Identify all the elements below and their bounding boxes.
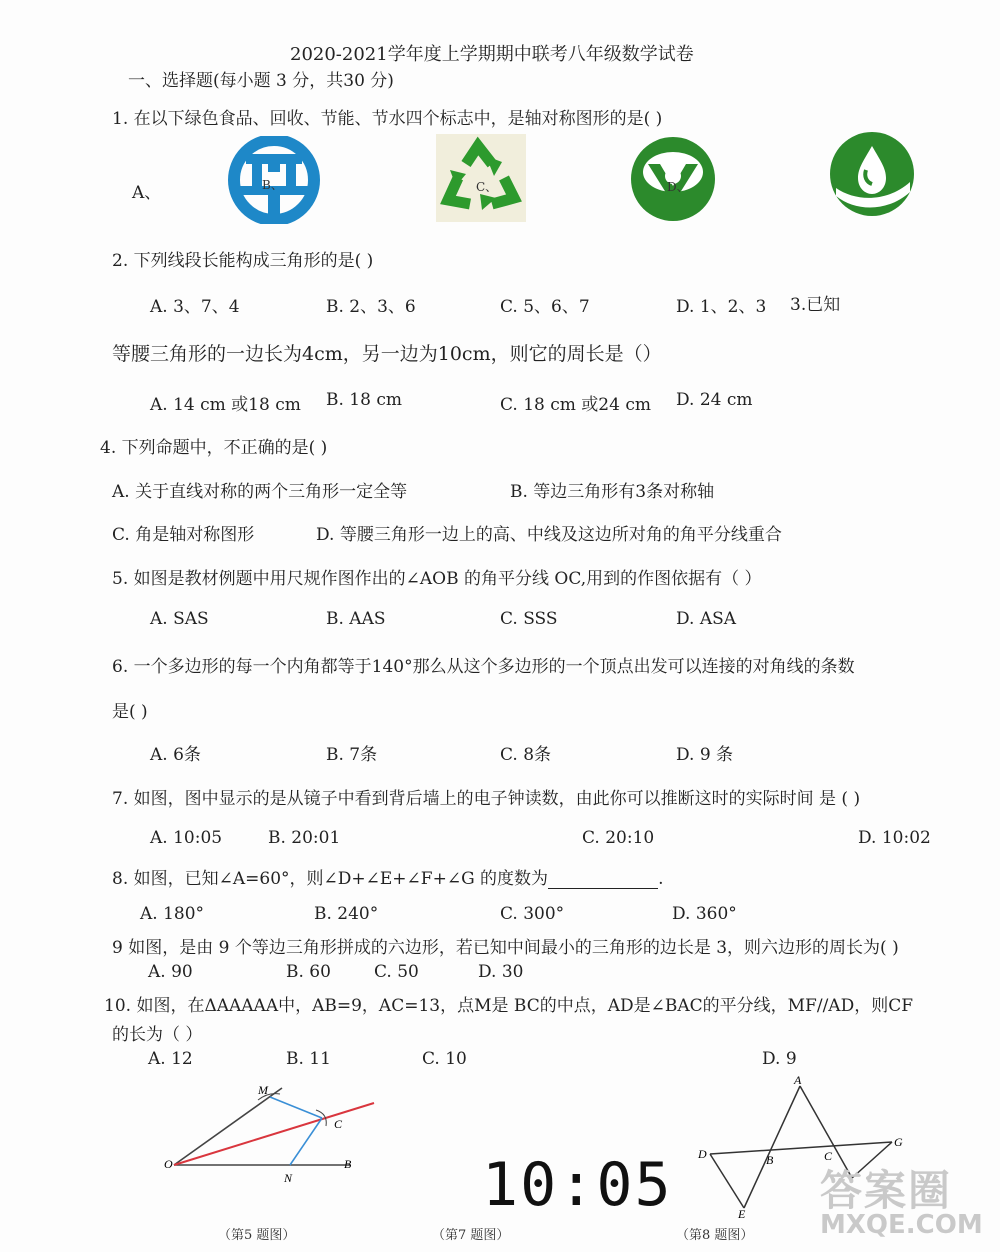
question-8-end: . bbox=[658, 869, 664, 889]
question-8-text: 8. 如图，已知∠A=60°，则∠D+∠E+∠F+∠G 的度数为 bbox=[112, 869, 549, 889]
page-title: 2020-2021学年度上学期期中联考八年级数学试卷 bbox=[290, 44, 694, 65]
figure-8-caption: （第8 题图） bbox=[676, 1228, 754, 1243]
q7-option-c: C. 20:10 bbox=[582, 828, 655, 848]
water-saving-logo-icon bbox=[826, 130, 918, 218]
question-10: 10. 如图，在ΔAAAAA中，AB=9，AC=13，点M是 BC的中点，AD是∠BAC的平分线，MF//AD，则CF bbox=[104, 996, 914, 1016]
watermark-url: MXQE.COM bbox=[820, 1210, 983, 1240]
q3-option-d: D. 24 cm bbox=[676, 390, 753, 410]
question-6: 6. 一个多边形的每一个内角都等于140°那么从这个多边形的一个顶点出发可以连接的对角线的条数 bbox=[112, 657, 855, 677]
q10-option-c: C. 10 bbox=[422, 1049, 467, 1069]
q8-option-c: C. 300° bbox=[500, 904, 565, 924]
fig5-label-o: O bbox=[164, 1157, 173, 1171]
watermark-logo: 答案圈 bbox=[820, 1166, 953, 1215]
q6-option-c: C. 8条 bbox=[500, 745, 552, 765]
figure-5-angle-bisector bbox=[150, 1070, 390, 1190]
q5-option-a: A. SAS bbox=[150, 609, 209, 629]
fig5-label-n: N bbox=[284, 1171, 293, 1185]
q1-option-b: B、 bbox=[262, 178, 283, 192]
fig5-label-c: C bbox=[334, 1117, 343, 1131]
q10-option-d: D. 9 bbox=[762, 1049, 797, 1069]
q7-option-d: D. 10:02 bbox=[858, 828, 931, 848]
q6-option-d: D. 9 条 bbox=[676, 745, 734, 765]
fig8-label-d: D bbox=[698, 1147, 707, 1161]
fig8-label-c: C bbox=[824, 1149, 833, 1163]
fig5-label-m: M bbox=[258, 1083, 268, 1097]
question-7: 7. 如图，图中显示的是从镜子中看到背后墙上的电子钟读数，由此你可以推断这时的实际时间 是 ( ) bbox=[112, 789, 861, 809]
question-3-number: 3.已知 bbox=[790, 295, 841, 315]
question-9: 9 如图，是由 9 个等边三角形拼成的六边形，若已知中间最小的三角形的边长是 3，则六边形的周长为( ) bbox=[112, 938, 899, 958]
q4-option-b: B. 等边三角形有3条对称轴 bbox=[510, 482, 715, 502]
q2-option-d: D. 1、2、3 bbox=[676, 297, 767, 317]
fig8-label-e: E bbox=[738, 1207, 746, 1220]
q8-option-a: A. 180° bbox=[140, 904, 205, 924]
answer-blank bbox=[548, 872, 658, 889]
fig8-label-g: G bbox=[894, 1135, 903, 1149]
question-8 bbox=[112, 864, 663, 889]
question-10-cont: 的长为（ ） bbox=[112, 1025, 203, 1045]
q9-option-b: B. 60 bbox=[286, 962, 331, 982]
q4-option-c: C. 角是轴对称图形 bbox=[112, 525, 255, 545]
q7-option-a: A. 10:05 bbox=[150, 828, 223, 848]
question-1: 1. 在以下绿色食品、回收、节能、节水四个标志中，是轴对称图形的是( ) bbox=[112, 109, 663, 129]
fig5-label-b: B bbox=[344, 1157, 352, 1171]
q5-option-c: C. SSS bbox=[500, 609, 558, 629]
q8-option-b: B. 240° bbox=[314, 904, 379, 924]
question-3: 等腰三角形的一边长为4cm，另一边为10cm，则它的周长是（） bbox=[112, 343, 662, 365]
q7-option-b: B. 20:01 bbox=[268, 828, 341, 848]
q3-option-c: C. 18 cm 或24 cm bbox=[500, 395, 651, 415]
question-2: 2. 下列线段长能构成三角形的是( ) bbox=[112, 251, 374, 271]
q2-option-b: B. 2、3、6 bbox=[326, 297, 416, 317]
question-5: 5. 如图是教材例题中用尺规作图作出的∠AOB 的角平分线 OC,用到的作图依据有（ ） bbox=[112, 569, 762, 589]
fig8-label-a: A bbox=[794, 1073, 802, 1087]
section-heading: 一、选择题(每小题 3 分，共30 分) bbox=[128, 71, 394, 91]
q10-option-a: A. 12 bbox=[148, 1049, 193, 1069]
figure-7-caption: （第7 题图） bbox=[432, 1228, 510, 1243]
q4-option-a: A. 关于直线对称的两个三角形一定全等 bbox=[112, 482, 408, 502]
q1-option-a: A、 bbox=[132, 183, 162, 203]
fig8-label-b: B bbox=[766, 1153, 774, 1167]
q1-option-c: C、 bbox=[476, 180, 498, 194]
q10-option-b: B. 11 bbox=[286, 1049, 331, 1069]
q2-option-a: A. 3、7、4 bbox=[150, 297, 240, 317]
q8-option-d: D. 360° bbox=[672, 904, 737, 924]
q5-option-d: D. ASA bbox=[676, 609, 737, 629]
digital-clock-reading: 10:05 bbox=[482, 1150, 673, 1220]
q9-option-a: A. 90 bbox=[148, 962, 193, 982]
question-4: 4. 下列命题中，不正确的是( ) bbox=[100, 438, 328, 458]
q9-option-c: C. 50 bbox=[374, 962, 419, 982]
q9-option-d: D. 30 bbox=[478, 962, 524, 982]
question-6-cont: 是( ) bbox=[112, 702, 148, 722]
q5-option-b: B. AAS bbox=[326, 609, 386, 629]
q1-option-d: D、 bbox=[667, 180, 689, 194]
q4-option-d: D. 等腰三角形一边上的高、中线及这边所对角的角平分线重合 bbox=[316, 525, 782, 545]
q2-option-c: C. 5、6、7 bbox=[500, 297, 590, 317]
q6-option-b: B. 7条 bbox=[326, 745, 378, 765]
q6-option-a: A. 6条 bbox=[150, 745, 201, 765]
q3-option-b: B. 18 cm bbox=[326, 390, 402, 410]
figure-5-caption: （第5 题图） bbox=[218, 1228, 296, 1243]
q3-option-a: A. 14 cm 或18 cm bbox=[150, 395, 301, 415]
